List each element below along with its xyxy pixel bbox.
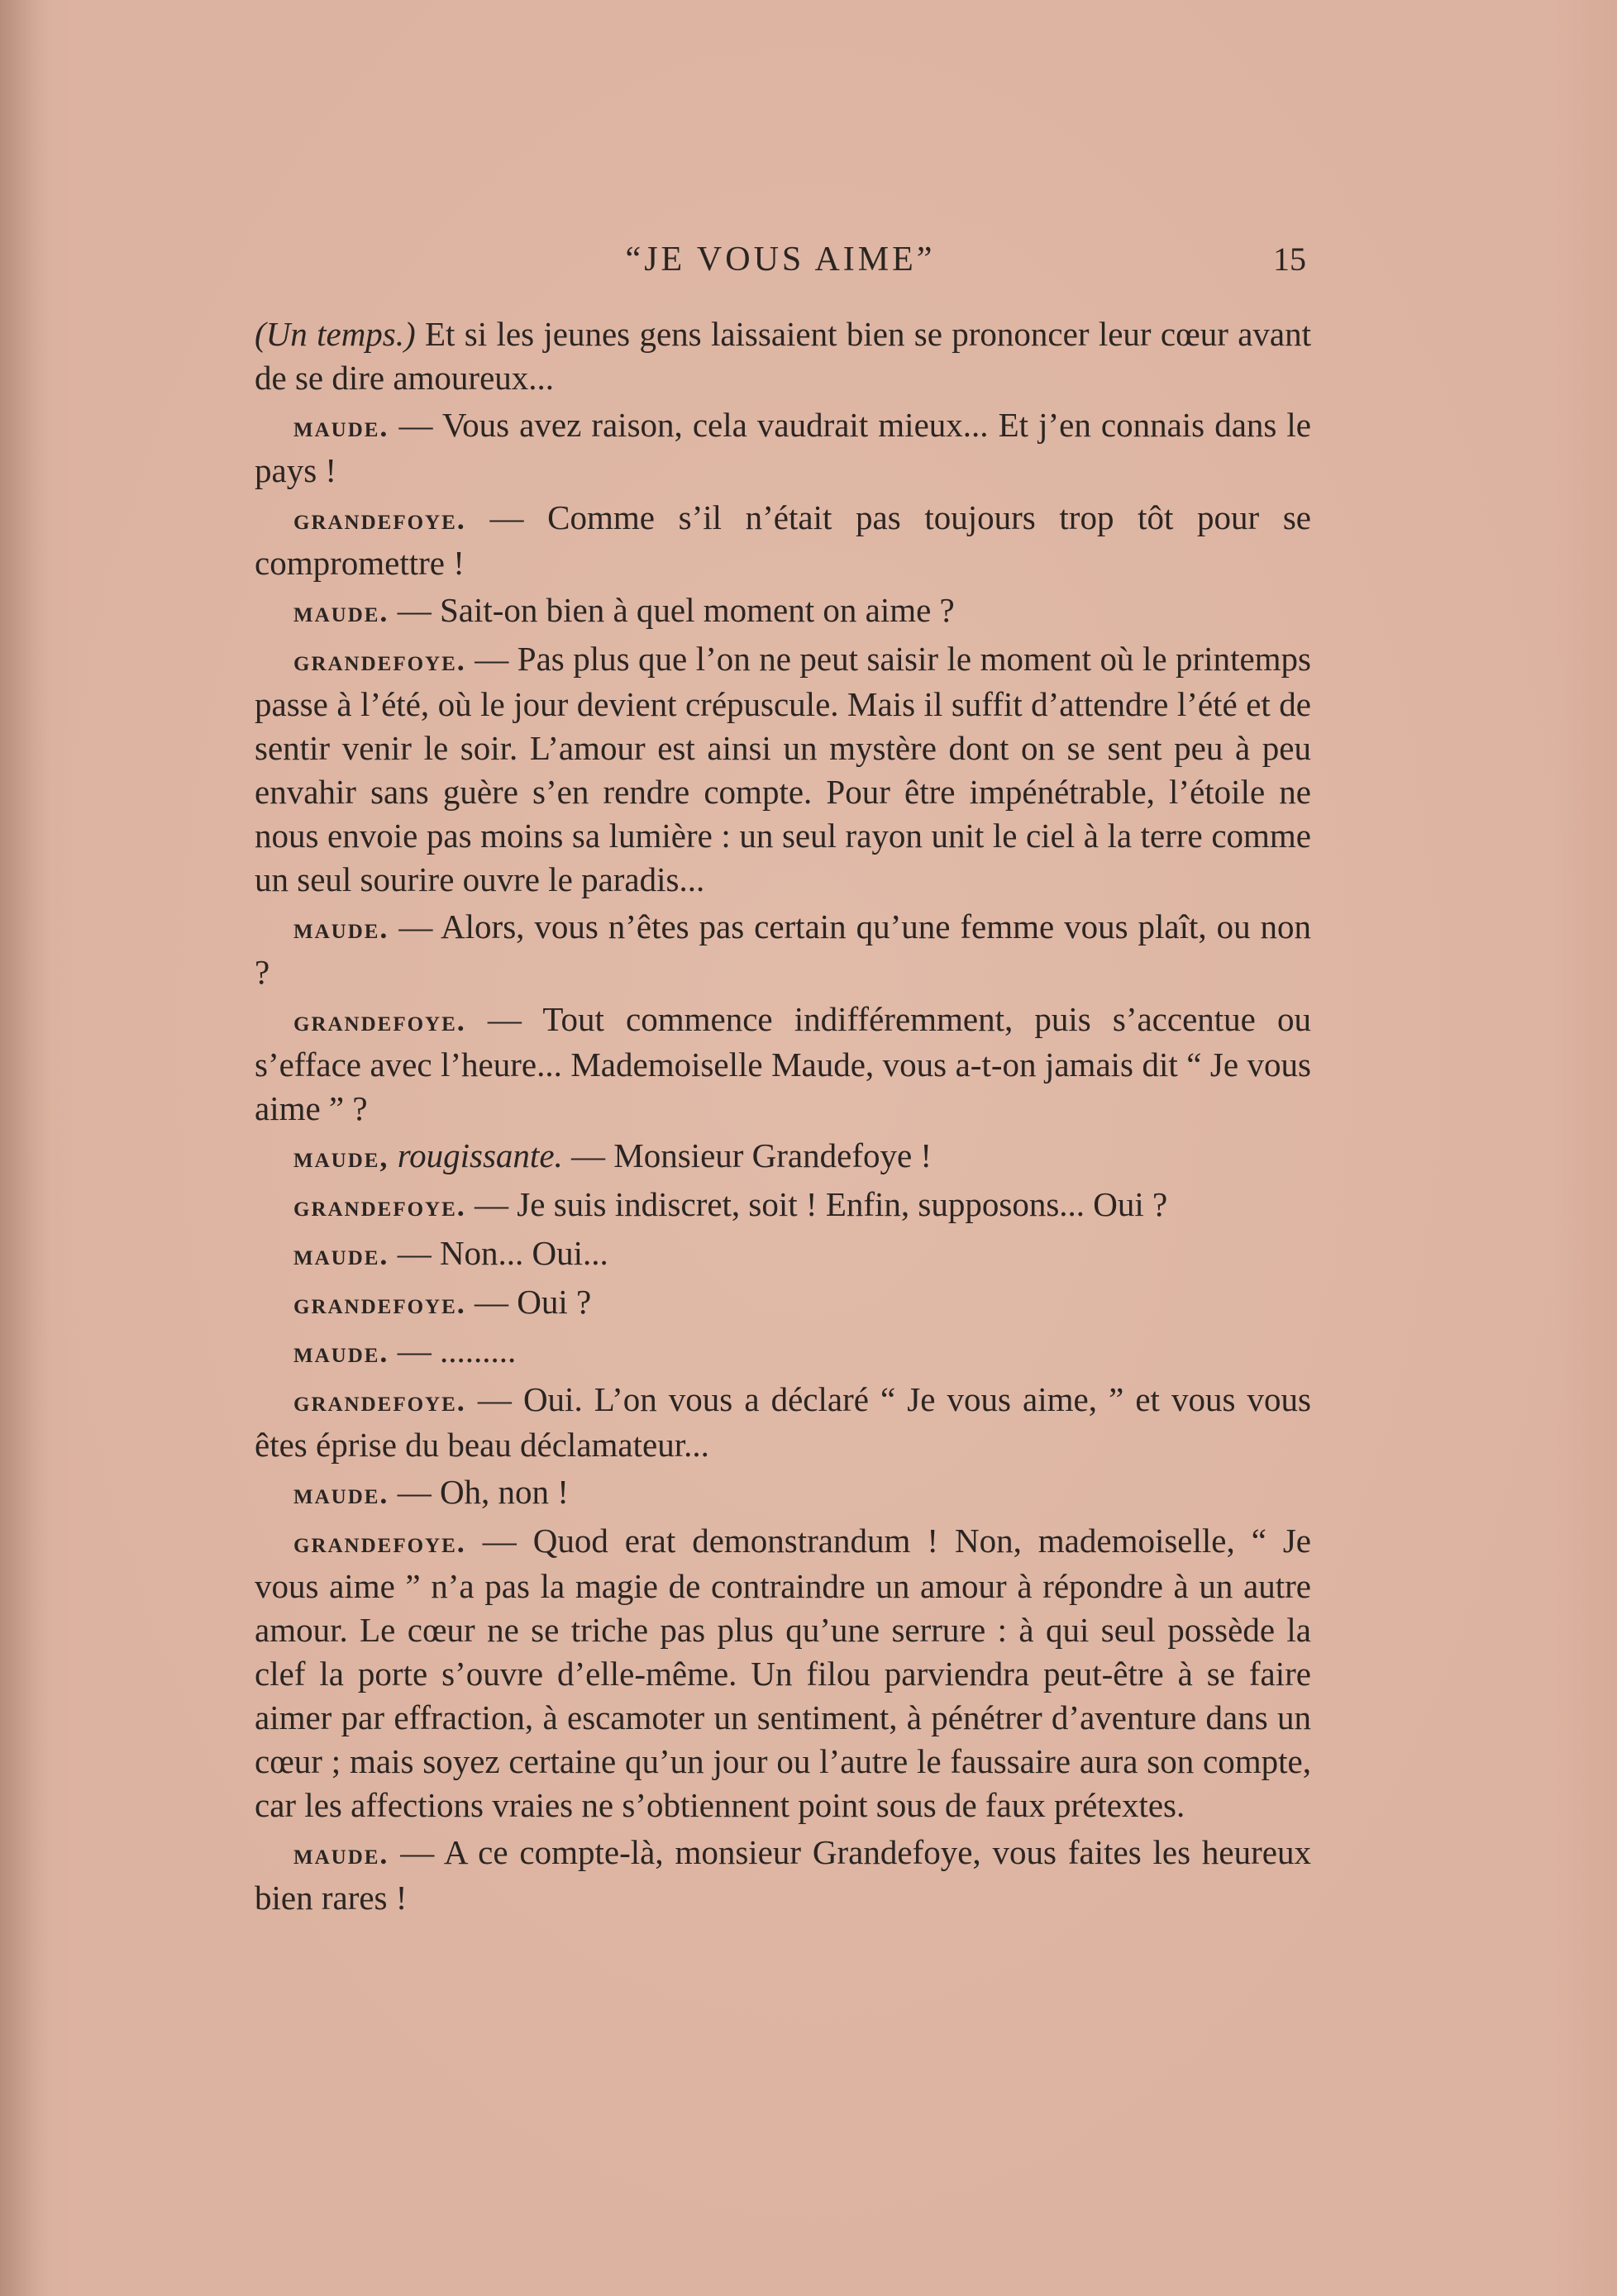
paragraph <box>255 1280 1311 1326</box>
dash: — <box>389 1234 440 1272</box>
dash: — <box>389 1473 440 1511</box>
page-number: 15 <box>1273 241 1306 278</box>
paragraph <box>255 637 1311 902</box>
dash: — <box>389 1331 440 1370</box>
speaker-name: grandefoye. <box>293 1189 466 1222</box>
paragraph-text: Tout commence indifféremment, puis s’accentue ou s’efface avec l’heure... Mademoiselle Maude, vous a-t-on jamais dit “ Je vous aime ” ? <box>255 1000 1311 1127</box>
dash: — <box>465 1000 543 1038</box>
speaker-name: maude. <box>293 595 389 628</box>
paragraph <box>255 312 1311 400</box>
paragraph <box>255 1519 1311 1827</box>
paragraph-text: Non... Oui... <box>439 1234 608 1272</box>
stage-direction: (Un temps.) <box>255 315 416 353</box>
paragraph-text: Je suis indiscret, soit ! Enfin, supposons... Oui ? <box>517 1185 1168 1223</box>
paragraph <box>255 1183 1311 1228</box>
paragraph <box>255 998 1311 1131</box>
speaker-name: maude. <box>293 410 389 443</box>
paragraph-text: Sait-on bien à quel moment on aime ? <box>439 591 955 629</box>
dash: — <box>465 1380 523 1418</box>
paragraph-text: Oui. L’on vous a déclaré “ Je vous aime, ” et vous vous êtes éprise du beau déclamateur... <box>255 1380 1311 1464</box>
paragraph-text: Comme s’il n’était pas toujours trop tôt pour se compromettre ! <box>255 498 1312 582</box>
paragraph <box>255 1831 1311 1920</box>
speaker-name: grandefoye. <box>293 1287 466 1320</box>
speaker-name: maude. <box>293 1837 389 1870</box>
speaker-name: maude, <box>293 1141 389 1174</box>
dash: — <box>465 1283 518 1321</box>
paragraph <box>255 905 1311 994</box>
paragraph <box>255 588 1311 634</box>
dash: — <box>562 1136 614 1174</box>
speaker-name: grandefoye. <box>293 644 466 677</box>
paragraph-text: Vous avez raison, cela vaudrait mieux... Et j’en connais dans le pays ! <box>255 406 1311 489</box>
speaker-name: grandefoye. <box>293 1004 466 1037</box>
paragraph-text: A ce compte-là, monsieur Grandefoye, vous faites les heureux bien rares ! <box>255 1833 1311 1917</box>
dialogue-text <box>255 312 1311 1923</box>
dash: — <box>465 498 548 536</box>
paragraph <box>255 403 1311 493</box>
paragraph-text: Quod erat demonstrandum ! Non, mademoiselle, “ Je vous aime ” n’a pas la magie de contraindre un amour à répondre à un autre amour. Le cœur ne se triche pas plus qu’une serrure : à qui seul possède la clef la porte s’ouvre d’elle-même. Un filou parviendra peut-être à se faire aimer par effraction, à escamoter un sentiment, à pénétrer d’aventure dans un cœur ; mais soyez certaine qu’un jour ou l’autre le faussaire aura son compte, car les affections vraies ne s’obtiennent point sous de faux prétextes. <box>255 1522 1312 1824</box>
paragraph-text: Monsieur Grandefoye ! <box>613 1136 933 1174</box>
dash: — <box>389 406 442 444</box>
paragraph-text: ......... <box>439 1331 517 1370</box>
speaker-name: maude. <box>293 1477 389 1510</box>
paragraph <box>255 1231 1311 1277</box>
running-title: “JE VOUS AIME” <box>625 241 936 279</box>
speaker-name: maude. <box>293 1238 389 1271</box>
page-spine-shadow <box>0 0 50 2296</box>
paragraph-text: Oh, non ! <box>439 1473 569 1511</box>
dash: — <box>389 1833 444 1871</box>
speaker-name: grandefoye. <box>293 1526 466 1559</box>
stage-direction: rougissante. <box>389 1136 563 1174</box>
paragraph-text: Oui ? <box>517 1283 592 1321</box>
dash: — <box>465 640 518 678</box>
paragraph-text: Alors, vous n’êtes pas certain qu’une femme vous plaît, ou non ? <box>255 907 1311 991</box>
dash: — <box>389 591 440 629</box>
paragraph <box>255 1134 1311 1179</box>
dash: — <box>465 1522 533 1560</box>
paragraph-text: Et si les jeunes gens laissaient bien se prononcer leur cœur avant de se dire amoureux... <box>255 315 1311 397</box>
dash: — <box>389 907 441 946</box>
dash: — <box>465 1185 518 1223</box>
speaker-name: grandefoye. <box>293 503 466 536</box>
paragraph <box>255 1329 1311 1374</box>
paragraph <box>255 1470 1311 1516</box>
speaker-name: grandefoye. <box>293 1384 466 1417</box>
paragraph <box>255 496 1311 585</box>
paragraph-text: Pas plus que l’on ne peut saisir le moment où le printemps passe à l’été, où le jour devient crépuscule. Mais il suffit d’attendre l’été et de sentir venir le soir. L’amour est ainsi un mystère dont on se sent peu à peu envahir sans guère s’en rendre compte. Pour être impénétrable, l’étoile ne nous envoie pas moins sa lumière : un seul rayon unit le ciel à la terre comme un seul sourire ouvre le paradis... <box>255 640 1311 898</box>
paragraph <box>255 1378 1311 1467</box>
page-header <box>255 240 1306 289</box>
speaker-name: maude. <box>293 912 389 945</box>
speaker-name: maude. <box>293 1336 389 1369</box>
